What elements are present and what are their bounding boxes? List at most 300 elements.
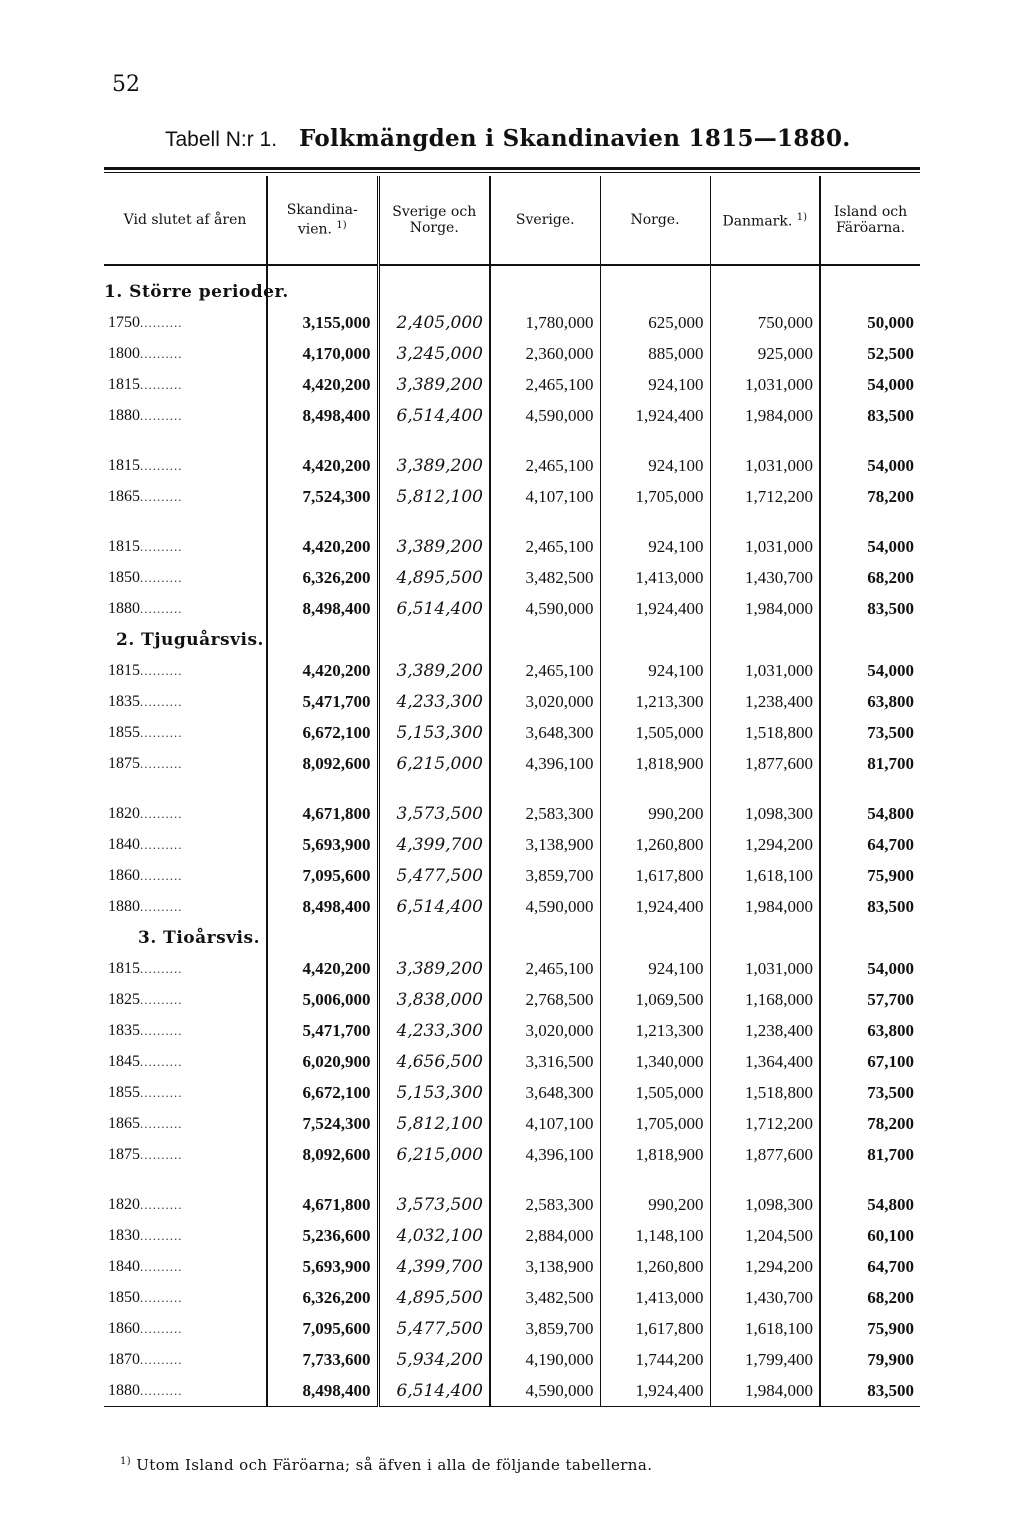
cell-scandinavia: 6,672,100: [267, 717, 378, 748]
cell-denmark: 1,204,500: [710, 1220, 820, 1251]
cell-iceland-faroe: 63,800: [820, 686, 920, 717]
cell-denmark: 1,712,200: [710, 1108, 820, 1139]
year-label: 1815: [108, 959, 140, 977]
year-label: 1880: [108, 1381, 140, 1399]
cell-denmark: 1,031,000: [710, 531, 820, 562]
cell-year: [104, 338, 267, 369]
cell-sweden: 3,020,000: [490, 1015, 600, 1046]
dot-leader: ..........: [140, 1053, 183, 1069]
dot-leader: ..........: [140, 805, 183, 821]
cell-sweden-norway: 4,656,500: [378, 1046, 490, 1077]
cell-iceland-faroe: 54,800: [820, 1189, 920, 1220]
cell-sweden-norway: 3,573,500: [378, 798, 490, 829]
cell-iceland-faroe: 64,700: [820, 1251, 920, 1282]
cell-norway: 1,505,000: [600, 717, 710, 748]
cell-sweden-norway: 5,477,500: [378, 1313, 490, 1344]
cell-sweden: 4,190,000: [490, 1344, 600, 1375]
table-row: [104, 1189, 920, 1220]
cell-sweden: 2,465,100: [490, 531, 600, 562]
cell-iceland-faroe: 54,000: [820, 531, 920, 562]
year-label: 1800: [108, 344, 140, 362]
cell-denmark: 1,877,600: [710, 748, 820, 779]
cell-sweden: 1,780,000: [490, 307, 600, 338]
cell-sweden-norway: 4,399,700: [378, 1251, 490, 1282]
cell-scandinavia: 4,420,200: [267, 450, 378, 481]
cell-norway: 924,100: [600, 450, 710, 481]
cell-sweden-norway: 4,399,700: [378, 829, 490, 860]
cell-scandinavia: 7,095,600: [267, 860, 378, 891]
dot-leader: ..........: [140, 569, 183, 585]
cell-iceland-faroe: 83,500: [820, 891, 920, 922]
cell-norway: 1,924,400: [600, 593, 710, 624]
dot-leader: ..........: [140, 991, 183, 1007]
dot-leader: ..........: [140, 1022, 183, 1038]
cell-iceland-faroe: 50,000: [820, 307, 920, 338]
cell-norway: 1,069,500: [600, 984, 710, 1015]
cell-sweden-norway: 3,245,000: [378, 338, 490, 369]
dot-leader: ..........: [140, 1084, 183, 1100]
cell-norway: 1,213,300: [600, 1015, 710, 1046]
cell-norway: 1,148,100: [600, 1220, 710, 1251]
cell-iceland-faroe: 54,000: [820, 450, 920, 481]
dot-leader: ..........: [140, 457, 183, 473]
table-row: [104, 686, 920, 717]
cell-sweden-norway: 4,895,500: [378, 1282, 490, 1313]
cell-sweden: 2,583,300: [490, 1189, 600, 1220]
cell-sweden-norway: 5,477,500: [378, 860, 490, 891]
cell-norway: 1,260,800: [600, 829, 710, 860]
dot-leader: ..........: [140, 960, 183, 976]
cell-scandinavia: 4,420,200: [267, 369, 378, 400]
cell-denmark: 1,031,000: [710, 655, 820, 686]
header-iceland-faroe: Island och Färöarna.: [820, 176, 920, 265]
cell-norway: 990,200: [600, 798, 710, 829]
cell-year: [104, 748, 267, 779]
section-row: [104, 922, 920, 953]
cell-norway: 1,705,000: [600, 481, 710, 512]
cell-scandinavia: 6,326,200: [267, 562, 378, 593]
cell-scandinavia: 5,693,900: [267, 1251, 378, 1282]
table-row: [104, 1375, 920, 1407]
cell-norway: 1,617,800: [600, 1313, 710, 1344]
spacer-row: [104, 431, 920, 450]
dot-leader: ..........: [140, 1258, 183, 1274]
dot-leader: ..........: [140, 376, 183, 392]
cell-denmark: 1,364,400: [710, 1046, 820, 1077]
year-label: 1875: [108, 1145, 140, 1163]
cell-sweden-norway: 4,233,300: [378, 1015, 490, 1046]
year-label: 1880: [108, 406, 140, 424]
cell-iceland-faroe: 68,200: [820, 1282, 920, 1313]
cell-norway: 1,744,200: [600, 1344, 710, 1375]
cell-denmark: 1,430,700: [710, 1282, 820, 1313]
header-row: [104, 176, 920, 265]
cell-sweden: 4,590,000: [490, 1375, 600, 1407]
footnote-mark: 1): [120, 1456, 132, 1467]
cell-scandinavia: 8,092,600: [267, 1139, 378, 1170]
year-label: 1870: [108, 1350, 140, 1368]
dot-leader: ..........: [140, 488, 183, 504]
table-row: [104, 1015, 920, 1046]
cell-sweden: 3,138,900: [490, 1251, 600, 1282]
table-row: [104, 1251, 920, 1282]
cell-sweden: 3,482,500: [490, 562, 600, 593]
cell-sweden-norway: 3,389,200: [378, 953, 490, 984]
cell-iceland-faroe: 73,500: [820, 717, 920, 748]
cell-denmark: 1,238,400: [710, 686, 820, 717]
cell-denmark: 1,618,100: [710, 1313, 820, 1344]
top-rule-thin: [104, 172, 920, 173]
cell-norway: 924,100: [600, 655, 710, 686]
year-label: 1840: [108, 1257, 140, 1275]
cell-iceland-faroe: 83,500: [820, 400, 920, 431]
cell-sweden-norway: 4,895,500: [378, 562, 490, 593]
table-row: [104, 1282, 920, 1313]
table-row: [104, 717, 920, 748]
year-label: 1855: [108, 1083, 140, 1101]
table-number: Tabell N:r 1.: [165, 128, 278, 151]
year-label: 1830: [108, 1226, 140, 1244]
cell-year: [104, 953, 267, 984]
cell-iceland-faroe: 57,700: [820, 984, 920, 1015]
year-label: 1850: [108, 1288, 140, 1306]
cell-norway: 1,818,900: [600, 1139, 710, 1170]
cell-sweden-norway: 5,812,100: [378, 481, 490, 512]
cell-sweden: 2,465,100: [490, 450, 600, 481]
cell-scandinavia: 8,092,600: [267, 748, 378, 779]
cell-denmark: 1,712,200: [710, 481, 820, 512]
cell-sweden-norway: 5,812,100: [378, 1108, 490, 1139]
year-label: 1875: [108, 754, 140, 772]
dot-leader: ..........: [140, 755, 183, 771]
table-row: [104, 481, 920, 512]
dot-leader: ..........: [140, 407, 183, 423]
cell-year: [104, 686, 267, 717]
cell-norway: 885,000: [600, 338, 710, 369]
cell-sweden: 3,316,500: [490, 1046, 600, 1077]
table-row: [104, 400, 920, 431]
cell-norway: 1,818,900: [600, 748, 710, 779]
cell-norway: 1,413,000: [600, 562, 710, 593]
table-row: [104, 369, 920, 400]
cell-iceland-faroe: 52,500: [820, 338, 920, 369]
cell-scandinavia: 4,420,200: [267, 531, 378, 562]
year-label: 1815: [108, 661, 140, 679]
table-row: [104, 860, 920, 891]
dot-leader: ..........: [140, 867, 183, 883]
dot-leader: ..........: [140, 836, 183, 852]
dot-leader: ..........: [140, 1115, 183, 1131]
cell-year: [104, 1108, 267, 1139]
cell-sweden: 2,360,000: [490, 338, 600, 369]
cell-denmark: 1,294,200: [710, 1251, 820, 1282]
table-row: [104, 798, 920, 829]
cell-norway: 1,505,000: [600, 1077, 710, 1108]
cell-sweden: 4,396,100: [490, 1139, 600, 1170]
table-row: [104, 984, 920, 1015]
cell-denmark: 1,799,400: [710, 1344, 820, 1375]
cell-year: [104, 717, 267, 748]
cell-scandinavia: 4,420,200: [267, 953, 378, 984]
cell-scandinavia: 7,524,300: [267, 1108, 378, 1139]
cell-iceland-faroe: 78,200: [820, 481, 920, 512]
table-row: [104, 1139, 920, 1170]
year-label: 1815: [108, 456, 140, 474]
table-row: [104, 953, 920, 984]
cell-year: [104, 1220, 267, 1251]
cell-sweden-norway: 5,153,300: [378, 1077, 490, 1108]
cell-sweden: 4,396,100: [490, 748, 600, 779]
cell-denmark: 1,984,000: [710, 593, 820, 624]
cell-sweden-norway: 6,514,400: [378, 1375, 490, 1407]
table-row: [104, 450, 920, 481]
cell-denmark: 1,098,300: [710, 798, 820, 829]
cell-sweden-norway: 6,215,000: [378, 1139, 490, 1170]
cell-norway: 1,705,000: [600, 1108, 710, 1139]
cell-norway: 625,000: [600, 307, 710, 338]
cell-iceland-faroe: 83,500: [820, 593, 920, 624]
dot-leader: ..........: [140, 538, 183, 554]
year-label: 1825: [108, 990, 140, 1008]
dot-leader: ..........: [140, 345, 183, 361]
top-rule: [104, 167, 920, 170]
cell-norway: 1,213,300: [600, 686, 710, 717]
cell-year: [104, 400, 267, 431]
cell-sweden: 2,768,500: [490, 984, 600, 1015]
cell-scandinavia: 5,471,700: [267, 1015, 378, 1046]
header-denmark: Danmark. $^{1)}$: [710, 176, 820, 265]
cell-sweden-norway: 6,215,000: [378, 748, 490, 779]
cell-scandinavia: 6,326,200: [267, 1282, 378, 1313]
cell-norway: 1,340,000: [600, 1046, 710, 1077]
cell-year: [104, 860, 267, 891]
cell-iceland-faroe: 68,200: [820, 562, 920, 593]
section-label: 1. Större perioder.: [104, 281, 289, 302]
year-label: 1860: [108, 866, 140, 884]
table-row: [104, 562, 920, 593]
cell-sweden: 2,465,100: [490, 369, 600, 400]
cell-sweden-norway: 3,573,500: [378, 1189, 490, 1220]
cell-iceland-faroe: 63,800: [820, 1015, 920, 1046]
cell-denmark: 1,294,200: [710, 829, 820, 860]
cell-denmark: 1,031,000: [710, 953, 820, 984]
cell-sweden: 3,859,700: [490, 860, 600, 891]
header-year: Vid slutet af åren: [104, 176, 267, 265]
table-row: [104, 307, 920, 338]
cell-denmark: 1,098,300: [710, 1189, 820, 1220]
section-label: 3. Tioårsvis.: [138, 927, 260, 948]
dot-leader: ..........: [140, 693, 183, 709]
cell-iceland-faroe: 54,000: [820, 953, 920, 984]
cell-denmark: 1,238,400: [710, 1015, 820, 1046]
year-label: 1850: [108, 568, 140, 586]
cell-scandinavia: 8,498,400: [267, 593, 378, 624]
cell-sweden: 2,884,000: [490, 1220, 600, 1251]
cell-denmark: 925,000: [710, 338, 820, 369]
dot-leader: ..........: [140, 1289, 183, 1305]
cell-sweden: 4,590,000: [490, 400, 600, 431]
cell-sweden: 2,583,300: [490, 798, 600, 829]
cell-sweden-norway: 6,514,400: [378, 593, 490, 624]
cell-scandinavia: 4,671,800: [267, 1189, 378, 1220]
cell-year: [104, 1077, 267, 1108]
cell-sweden: 3,138,900: [490, 829, 600, 860]
year-label: 1880: [108, 897, 140, 915]
population-table: [104, 176, 920, 1407]
dot-leader: ..........: [140, 600, 183, 616]
spacer-row: [104, 1170, 920, 1189]
cell-scandinavia: 4,170,000: [267, 338, 378, 369]
table-row: [104, 891, 920, 922]
cell-sweden: 3,648,300: [490, 717, 600, 748]
cell-sweden: 4,107,100: [490, 481, 600, 512]
cell-iceland-faroe: 64,700: [820, 829, 920, 860]
cell-year: [104, 369, 267, 400]
year-label: 1840: [108, 835, 140, 853]
header-scandinavia: Skandina-vien. $^{1)}$: [267, 176, 378, 265]
cell-sweden: 4,590,000: [490, 891, 600, 922]
section-row: [104, 276, 920, 307]
cell-denmark: 1,168,000: [710, 984, 820, 1015]
cell-year: [104, 1015, 267, 1046]
cell-norway: 924,100: [600, 369, 710, 400]
cell-sweden-norway: 5,153,300: [378, 717, 490, 748]
cell-scandinavia: 7,095,600: [267, 1313, 378, 1344]
year-label: 1835: [108, 1021, 140, 1039]
cell-sweden-norway: 2,405,000: [378, 307, 490, 338]
dot-leader: ..........: [140, 314, 183, 330]
table-title: [165, 125, 925, 152]
section-label: 2. Tjuguårsvis.: [116, 629, 264, 650]
section-row: [104, 624, 920, 655]
cell-sweden: 2,465,100: [490, 953, 600, 984]
cell-scandinavia: 3,155,000: [267, 307, 378, 338]
cell-denmark: 1,984,000: [710, 1375, 820, 1407]
cell-denmark: 750,000: [710, 307, 820, 338]
cell-sweden-norway: 3,389,200: [378, 369, 490, 400]
cell-iceland-faroe: 60,100: [820, 1220, 920, 1251]
cell-sweden-norway: 4,032,100: [378, 1220, 490, 1251]
cell-scandinavia: 8,498,400: [267, 1375, 378, 1407]
dot-leader: ..........: [140, 1320, 183, 1336]
table-row: [104, 1046, 920, 1077]
table-row: [104, 338, 920, 369]
table-row: [104, 593, 920, 624]
cell-scandinavia: 4,420,200: [267, 655, 378, 686]
table-row: [104, 655, 920, 686]
table-row: [104, 829, 920, 860]
cell-denmark: 1,984,000: [710, 891, 820, 922]
year-label: 1865: [108, 1114, 140, 1132]
cell-year: [104, 1189, 267, 1220]
cell-iceland-faroe: 81,700: [820, 748, 920, 779]
year-label: 1815: [108, 375, 140, 393]
cell-norway: 1,924,400: [600, 1375, 710, 1407]
cell-iceland-faroe: 54,800: [820, 798, 920, 829]
cell-year: [104, 1375, 267, 1407]
table-row: [104, 1220, 920, 1251]
cell-denmark: 1,984,000: [710, 400, 820, 431]
cell-scandinavia: 7,733,600: [267, 1344, 378, 1375]
cell-sweden-norway: 3,389,200: [378, 450, 490, 481]
cell-year: [104, 562, 267, 593]
cell-year: [104, 307, 267, 338]
cell-scandinavia: 8,498,400: [267, 400, 378, 431]
cell-year: [104, 1344, 267, 1375]
cell-denmark: 1,031,000: [710, 450, 820, 481]
cell-sweden: 3,020,000: [490, 686, 600, 717]
dot-leader: ..........: [140, 1382, 183, 1398]
cell-iceland-faroe: 83,500: [820, 1375, 920, 1407]
cell-sweden-norway: 5,934,200: [378, 1344, 490, 1375]
table-row: [104, 1077, 920, 1108]
header-norway: Norge.: [600, 176, 710, 265]
cell-iceland-faroe: 75,900: [820, 1313, 920, 1344]
cell-iceland-faroe: 67,100: [820, 1046, 920, 1077]
dot-leader: ..........: [140, 724, 183, 740]
cell-year: [104, 531, 267, 562]
cell-scandinavia: 5,236,600: [267, 1220, 378, 1251]
cell-iceland-faroe: 81,700: [820, 1139, 920, 1170]
cell-sweden: 3,859,700: [490, 1313, 600, 1344]
table-row: [104, 1108, 920, 1139]
cell-norway: 1,617,800: [600, 860, 710, 891]
cell-scandinavia: 7,524,300: [267, 481, 378, 512]
cell-year: [104, 450, 267, 481]
dot-leader: ..........: [140, 898, 183, 914]
cell-year: [104, 1313, 267, 1344]
dot-leader: ..........: [140, 1227, 183, 1243]
spacer-row: [104, 512, 920, 531]
footnote-text: Utom Island och Färöarna; så äfven i alla de följande tabellerna.: [136, 1456, 653, 1474]
cell-scandinavia: 4,671,800: [267, 798, 378, 829]
cell-norway: 924,100: [600, 531, 710, 562]
cell-scandinavia: 5,471,700: [267, 686, 378, 717]
cell-year: [104, 1282, 267, 1313]
footnote: [120, 1456, 920, 1474]
year-label: 1865: [108, 487, 140, 505]
cell-norway: 1,924,400: [600, 891, 710, 922]
cell-iceland-faroe: 54,000: [820, 655, 920, 686]
dot-leader: ..........: [140, 662, 183, 678]
cell-year: [104, 481, 267, 512]
cell-norway: 1,260,800: [600, 1251, 710, 1282]
year-label: 1820: [108, 804, 140, 822]
cell-year: [104, 655, 267, 686]
cell-scandinavia: 8,498,400: [267, 891, 378, 922]
cell-scandinavia: 6,672,100: [267, 1077, 378, 1108]
cell-sweden-norway: 6,514,400: [378, 400, 490, 431]
page-number: 52: [112, 72, 140, 97]
cell-year: [104, 1251, 267, 1282]
table-row: [104, 1313, 920, 1344]
cell-iceland-faroe: 54,000: [820, 369, 920, 400]
cell-norway: 1,924,400: [600, 400, 710, 431]
cell-year: [104, 1046, 267, 1077]
cell-iceland-faroe: 79,900: [820, 1344, 920, 1375]
cell-sweden-norway: 4,233,300: [378, 686, 490, 717]
year-label: 1820: [108, 1195, 140, 1213]
year-label: 1835: [108, 692, 140, 710]
cell-denmark: 1,430,700: [710, 562, 820, 593]
cell-norway: 990,200: [600, 1189, 710, 1220]
cell-year: [104, 798, 267, 829]
cell-denmark: 1,618,100: [710, 860, 820, 891]
cell-sweden: 2,465,100: [490, 655, 600, 686]
cell-sweden-norway: 3,389,200: [378, 531, 490, 562]
table-heading: Folkmängden i Skandinavien 1815—1880.: [299, 125, 851, 152]
cell-norway: 1,413,000: [600, 1282, 710, 1313]
